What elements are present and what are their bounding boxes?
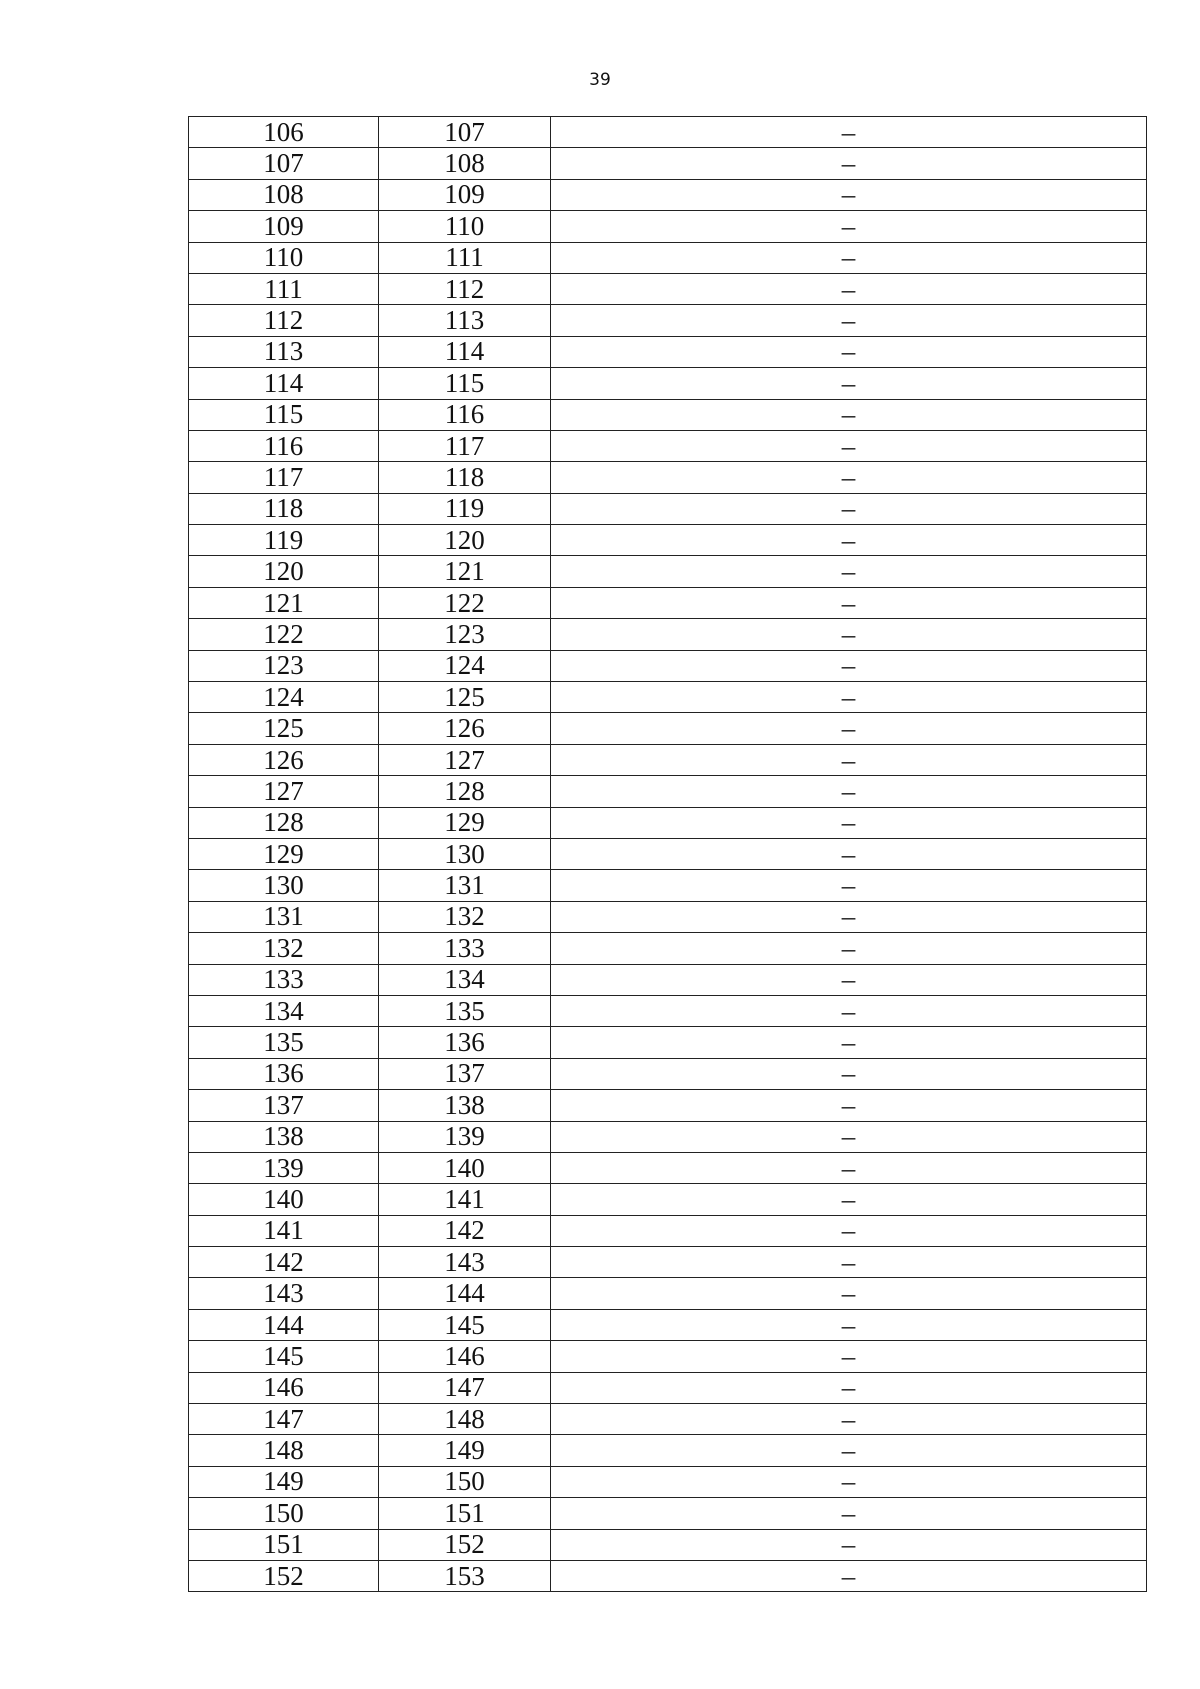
cell-from: 107 (189, 148, 379, 179)
table-row (189, 587, 1147, 618)
table-row (189, 462, 1147, 493)
cell-value: – (551, 1184, 1147, 1215)
cell-to: 107 (379, 117, 551, 148)
page-number: 39 (589, 70, 611, 90)
cell-to: 151 (379, 1498, 551, 1529)
cell-from: 130 (189, 870, 379, 901)
cell-to: 140 (379, 1152, 551, 1183)
cell-from: 112 (189, 305, 379, 336)
cell-from: 143 (189, 1278, 379, 1309)
cell-value: – (551, 273, 1147, 304)
table-row (189, 1058, 1147, 1089)
cell-to: 120 (379, 525, 551, 556)
cell-to: 148 (379, 1404, 551, 1435)
cell-value: – (551, 336, 1147, 367)
cell-value: – (551, 682, 1147, 713)
cell-value: – (551, 964, 1147, 995)
cell-value: – (551, 776, 1147, 807)
cell-value: – (551, 933, 1147, 964)
cell-from: 113 (189, 336, 379, 367)
cell-to: 112 (379, 273, 551, 304)
cell-value: – (551, 995, 1147, 1026)
table-row (189, 242, 1147, 273)
cell-from: 148 (189, 1435, 379, 1466)
cell-from: 108 (189, 179, 379, 210)
cell-to: 132 (379, 901, 551, 932)
table-row (189, 1121, 1147, 1152)
cell-to: 114 (379, 336, 551, 367)
cell-to: 108 (379, 148, 551, 179)
cell-to: 145 (379, 1309, 551, 1340)
cell-value: – (551, 650, 1147, 681)
table-row (189, 273, 1147, 304)
cell-to: 113 (379, 305, 551, 336)
cell-to: 129 (379, 807, 551, 838)
table-row (189, 933, 1147, 964)
cell-value: – (551, 399, 1147, 430)
cell-from: 126 (189, 744, 379, 775)
table-row (189, 1309, 1147, 1340)
table-row (189, 964, 1147, 995)
cell-value: – (551, 525, 1147, 556)
cell-to: 150 (379, 1466, 551, 1497)
table-row (189, 1466, 1147, 1497)
cell-to: 153 (379, 1560, 551, 1591)
table-row (189, 1560, 1147, 1591)
cell-from: 142 (189, 1247, 379, 1278)
cell-value: – (551, 430, 1147, 461)
cell-from: 116 (189, 430, 379, 461)
cell-from: 150 (189, 1498, 379, 1529)
cell-from: 136 (189, 1058, 379, 1089)
cell-to: 135 (379, 995, 551, 1026)
cell-to: 128 (379, 776, 551, 807)
table-row (189, 682, 1147, 713)
cell-from: 131 (189, 901, 379, 932)
cell-from: 132 (189, 933, 379, 964)
cell-value: – (551, 1058, 1147, 1089)
cell-from: 134 (189, 995, 379, 1026)
table-row (189, 305, 1147, 336)
cell-value: – (551, 1121, 1147, 1152)
cell-to: 125 (379, 682, 551, 713)
table-row (189, 211, 1147, 242)
cell-to: 126 (379, 713, 551, 744)
table-row (189, 901, 1147, 932)
cell-from: 149 (189, 1466, 379, 1497)
cell-to: 146 (379, 1341, 551, 1372)
cell-from: 109 (189, 211, 379, 242)
cell-from: 123 (189, 650, 379, 681)
cell-from: 114 (189, 368, 379, 399)
cell-value: – (551, 807, 1147, 838)
cell-to: 139 (379, 1121, 551, 1152)
table-row (189, 650, 1147, 681)
cell-from: 128 (189, 807, 379, 838)
table-row (189, 744, 1147, 775)
cell-from: 120 (189, 556, 379, 587)
cell-from: 124 (189, 682, 379, 713)
cell-to: 143 (379, 1247, 551, 1278)
cell-to: 142 (379, 1215, 551, 1246)
cell-to: 137 (379, 1058, 551, 1089)
table-row (189, 148, 1147, 179)
cell-value: – (551, 1152, 1147, 1183)
cell-value: – (551, 1215, 1147, 1246)
cell-from: 141 (189, 1215, 379, 1246)
cell-to: 111 (379, 242, 551, 273)
cell-from: 137 (189, 1090, 379, 1121)
table-row (189, 776, 1147, 807)
cell-to: 109 (379, 179, 551, 210)
table-row (189, 179, 1147, 210)
cell-from: 145 (189, 1341, 379, 1372)
cell-to: 131 (379, 870, 551, 901)
cell-from: 110 (189, 242, 379, 273)
cell-from: 117 (189, 462, 379, 493)
table-row (189, 838, 1147, 869)
cell-value: – (551, 117, 1147, 148)
table-row (189, 1152, 1147, 1183)
table-row (189, 1498, 1147, 1529)
cell-value: – (551, 619, 1147, 650)
table-body (189, 117, 1147, 1592)
cell-from: 119 (189, 525, 379, 556)
cell-value: – (551, 1278, 1147, 1309)
table-row (189, 525, 1147, 556)
table-row (189, 1435, 1147, 1466)
table-row (189, 713, 1147, 744)
cell-value: – (551, 1247, 1147, 1278)
table-row (189, 368, 1147, 399)
cell-value: – (551, 148, 1147, 179)
cell-from: 122 (189, 619, 379, 650)
cell-value: – (551, 838, 1147, 869)
cell-value: – (551, 556, 1147, 587)
cell-value: – (551, 368, 1147, 399)
table-row (189, 1341, 1147, 1372)
cell-to: 119 (379, 493, 551, 524)
cell-value: – (551, 1372, 1147, 1403)
cell-to: 115 (379, 368, 551, 399)
table-row (189, 1404, 1147, 1435)
cell-to: 122 (379, 587, 551, 618)
cell-from: 121 (189, 587, 379, 618)
cell-to: 134 (379, 964, 551, 995)
cell-to: 144 (379, 1278, 551, 1309)
table-row (189, 336, 1147, 367)
cell-value: – (551, 1090, 1147, 1121)
table-row (189, 1372, 1147, 1403)
cell-value: – (551, 305, 1147, 336)
cell-to: 118 (379, 462, 551, 493)
cell-to: 116 (379, 399, 551, 430)
cell-from: 144 (189, 1309, 379, 1340)
cell-from: 115 (189, 399, 379, 430)
table-row (189, 807, 1147, 838)
cell-value: – (551, 1027, 1147, 1058)
table-row (189, 619, 1147, 650)
cell-from: 147 (189, 1404, 379, 1435)
cell-to: 121 (379, 556, 551, 587)
cell-value: – (551, 1466, 1147, 1497)
cell-to: 147 (379, 1372, 551, 1403)
cell-from: 151 (189, 1529, 379, 1560)
table-row (189, 430, 1147, 461)
cell-value: – (551, 1560, 1147, 1591)
table-row (189, 1529, 1147, 1560)
cell-value: – (551, 713, 1147, 744)
cell-value: – (551, 1309, 1147, 1340)
cell-value: – (551, 1529, 1147, 1560)
cell-from: 118 (189, 493, 379, 524)
table-row (189, 1278, 1147, 1309)
table-row (189, 399, 1147, 430)
cell-to: 141 (379, 1184, 551, 1215)
cell-value: – (551, 1435, 1147, 1466)
cell-from: 140 (189, 1184, 379, 1215)
cell-from: 152 (189, 1560, 379, 1591)
cell-value: – (551, 901, 1147, 932)
table-row (189, 995, 1147, 1026)
cell-from: 125 (189, 713, 379, 744)
cell-to: 136 (379, 1027, 551, 1058)
cell-value: – (551, 1341, 1147, 1372)
cell-to: 124 (379, 650, 551, 681)
table-row (189, 870, 1147, 901)
cell-value: – (551, 242, 1147, 273)
table-row (189, 1027, 1147, 1058)
cell-to: 152 (379, 1529, 551, 1560)
cell-to: 149 (379, 1435, 551, 1466)
cell-value: – (551, 870, 1147, 901)
cell-value: – (551, 1498, 1147, 1529)
cell-to: 123 (379, 619, 551, 650)
table-row (189, 1184, 1147, 1215)
cell-from: 127 (189, 776, 379, 807)
data-table (188, 116, 1147, 1592)
table-row (189, 1215, 1147, 1246)
cell-value: – (551, 1404, 1147, 1435)
table-row (189, 556, 1147, 587)
cell-to: 110 (379, 211, 551, 242)
cell-value: – (551, 744, 1147, 775)
cell-to: 117 (379, 430, 551, 461)
cell-value: – (551, 587, 1147, 618)
table-row (189, 1247, 1147, 1278)
cell-to: 138 (379, 1090, 551, 1121)
cell-to: 127 (379, 744, 551, 775)
cell-from: 139 (189, 1152, 379, 1183)
cell-value: – (551, 211, 1147, 242)
cell-value: – (551, 179, 1147, 210)
cell-from: 138 (189, 1121, 379, 1152)
cell-from: 135 (189, 1027, 379, 1058)
table-row (189, 1090, 1147, 1121)
cell-from: 133 (189, 964, 379, 995)
table-row (189, 117, 1147, 148)
cell-value: – (551, 462, 1147, 493)
cell-from: 146 (189, 1372, 379, 1403)
cell-from: 106 (189, 117, 379, 148)
cell-to: 130 (379, 838, 551, 869)
cell-to: 133 (379, 933, 551, 964)
cell-value: – (551, 493, 1147, 524)
cell-from: 111 (189, 273, 379, 304)
table-row (189, 493, 1147, 524)
cell-from: 129 (189, 838, 379, 869)
